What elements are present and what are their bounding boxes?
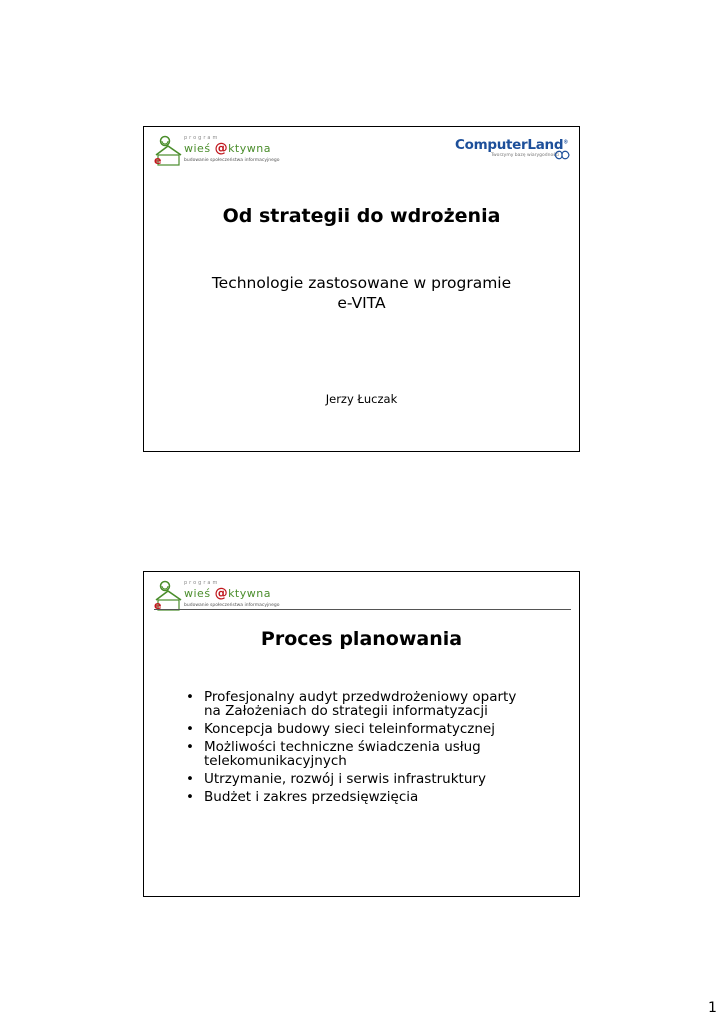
computerland-name: ComputerLand (455, 137, 564, 153)
author-name: Jerzy Łuczak (325, 392, 398, 406)
aktywna-text: ktywna (228, 142, 271, 155)
bullet-text: Koncepcja budowy sieci teleinformatycznej (204, 721, 495, 737)
bullet-text: Możliwości techniczne świadczenia usług (204, 739, 481, 755)
subtitle-line-1: Technologie zastosowane w programie (211, 274, 512, 292)
house-logo-icon (154, 135, 184, 167)
svg-text:e: e (154, 154, 162, 167)
computerland-logo (453, 137, 571, 165)
bullet-text-continued: na Założeniach do strategii informatyzacji (204, 703, 488, 719)
bullet-dot: • (186, 721, 194, 737)
bullet-item (184, 772, 544, 786)
computerland-swirl-icon (553, 149, 571, 161)
computerland-wordmark (455, 137, 568, 153)
bullet-dot: • (186, 789, 194, 805)
page-number: 1 (708, 1000, 717, 1016)
bullet-item (184, 740, 544, 768)
bullet-text: Profesjonalny audyt przedwdrożeniowy oparty (204, 689, 517, 705)
bullet-text: Budżet i zakres przedsięwzięcia (204, 789, 419, 805)
program-label: program (184, 580, 220, 586)
computerland-tagline: Tworzymy bazę wiarygodności (491, 153, 560, 158)
bullet-text: Utrzymanie, rozwój i serwis infrastruktury (204, 771, 486, 787)
registered-mark: ® (563, 139, 568, 146)
bullet-text-continued: telekomunikacyjnych (204, 753, 347, 769)
wies-text: wieś (184, 142, 211, 155)
slide-2-title: Proces planowania (260, 628, 463, 650)
slide-2 (143, 571, 580, 897)
at-sign: @ (214, 586, 229, 601)
aktywna-text: ktywna (228, 587, 271, 600)
program-label: program (184, 135, 220, 141)
wies-aktywna-logo (154, 133, 280, 167)
wies-aktywna-tagline: budowanie społeczeństwa informacyjnego (184, 158, 280, 163)
subtitle-line-2: e-VITA (337, 294, 386, 312)
bullet-dot: • (186, 771, 194, 787)
svg-text:e: e (154, 599, 162, 612)
bullet-item (184, 690, 544, 718)
bullet-list (184, 690, 544, 808)
wies-text: wieś (184, 587, 211, 600)
slide-1-subtitle (144, 273, 579, 313)
house-logo-icon (154, 580, 184, 612)
wies-aktywna-wordmark (184, 586, 271, 601)
slide-1-title: Od strategii do wdrożenia (222, 205, 501, 227)
bullet-dot: • (186, 689, 194, 705)
wies-aktywna-wordmark (184, 141, 271, 156)
bullet-item (184, 790, 544, 804)
slide-1 (143, 126, 580, 452)
wies-aktywna-logo (154, 578, 280, 612)
wies-aktywna-tagline: budowanie społeczeństwa informacyjnego (184, 603, 280, 608)
at-sign: @ (214, 141, 229, 156)
bullet-item (184, 722, 544, 736)
header-divider (154, 609, 571, 610)
bullet-dot: • (186, 739, 194, 755)
